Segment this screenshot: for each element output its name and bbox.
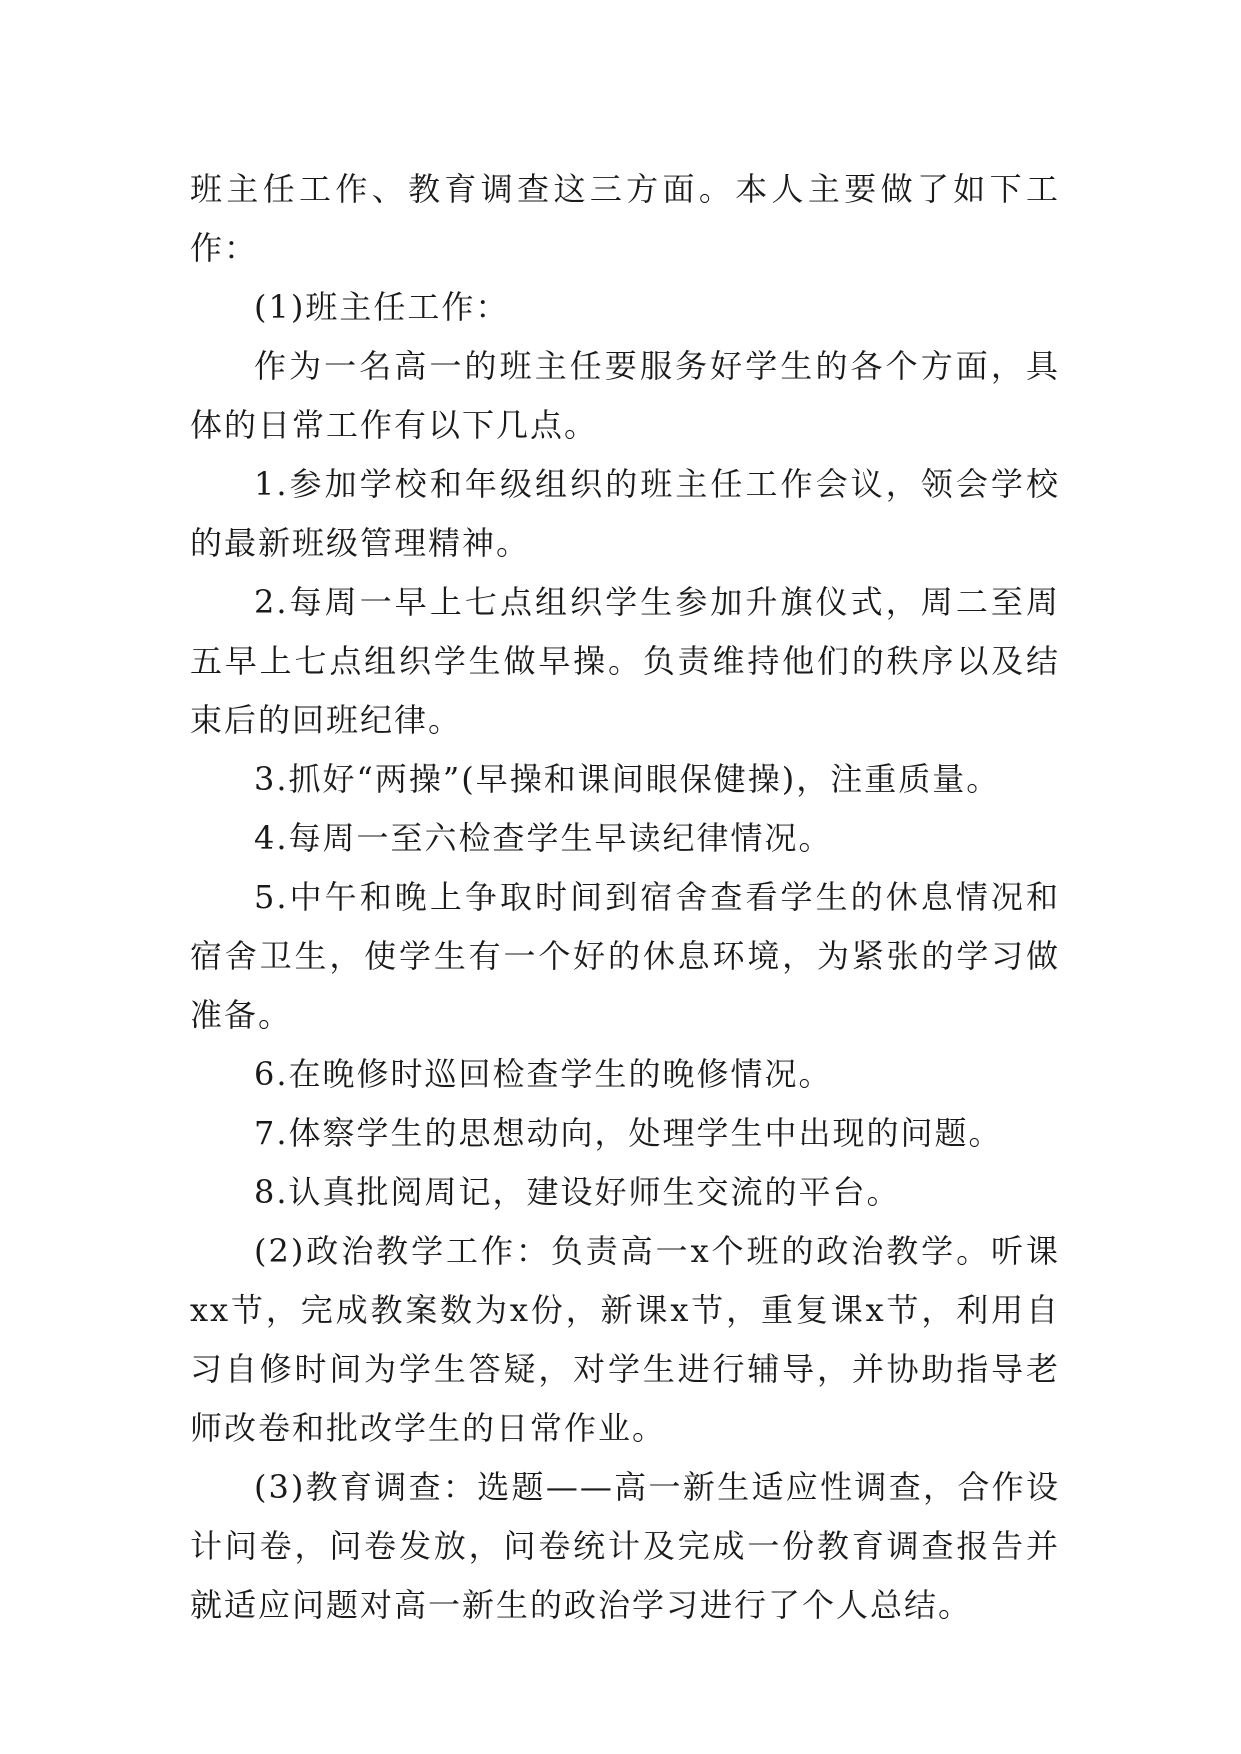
document-body [190,160,1060,1635]
list-item-2: 2.每周一早上七点组织学生参加升旗仪式，周二至周五早上七点组织学生做早操。负责维持他们的秩序以及结束后的回班纪律。 [190,583,1060,739]
paragraph-education-survey: (3)教育调查：选题——高一新生适应性调查，合作设计问卷，问卷发放，问卷统计及完成一份教育调查报告并就适应问题对高一新生的政治学习进行了个人总结。 [190,1468,1060,1624]
list-item-6: 6.在晚修时巡回检查学生的晚修情况。 [254,1055,833,1093]
list-item-5: 5.中午和晚上争取时间到宿舍查看学生的休息情况和宿舍卫生，使学生有一个好的休息环境，为紧张的学习做准备。 [190,878,1060,1034]
paragraph-political-teaching: (2)政治教学工作：负责高一x个班的政治教学。听课xx节，完成教案数为x份，新课x节，重复课x节，利用自习自修时间为学生答疑，对学生进行辅导，并协助指导老师改卷和批改学生的日常作业。 [190,1232,1060,1447]
list-item-3: 3.抓好“两操”(早操和课间眼保健操)，注重质量。 [254,760,1001,798]
list-item-1: 1.参加学校和年级组织的班主任工作会议，领会学校的最新班级管理精神。 [190,465,1060,562]
paragraph-heading-class-teacher: (1)班主任工作： [254,288,510,326]
list-item-7: 7.体察学生的思想动向，处理学生中出现的问题。 [254,1114,1003,1152]
paragraph-intro: 作为一名高一的班主任要服务好学生的各个方面，具体的日常工作有以下几点。 [190,347,1060,444]
list-item-8: 8.认真批阅周记，建设好师生交流的平台。 [254,1173,901,1211]
paragraph-continuation: 班主任工作、教育调查这三方面。本人主要做了如下工作： [190,170,1060,267]
list-item-4: 4.每周一至六检查学生早读纪律情况。 [254,819,833,857]
